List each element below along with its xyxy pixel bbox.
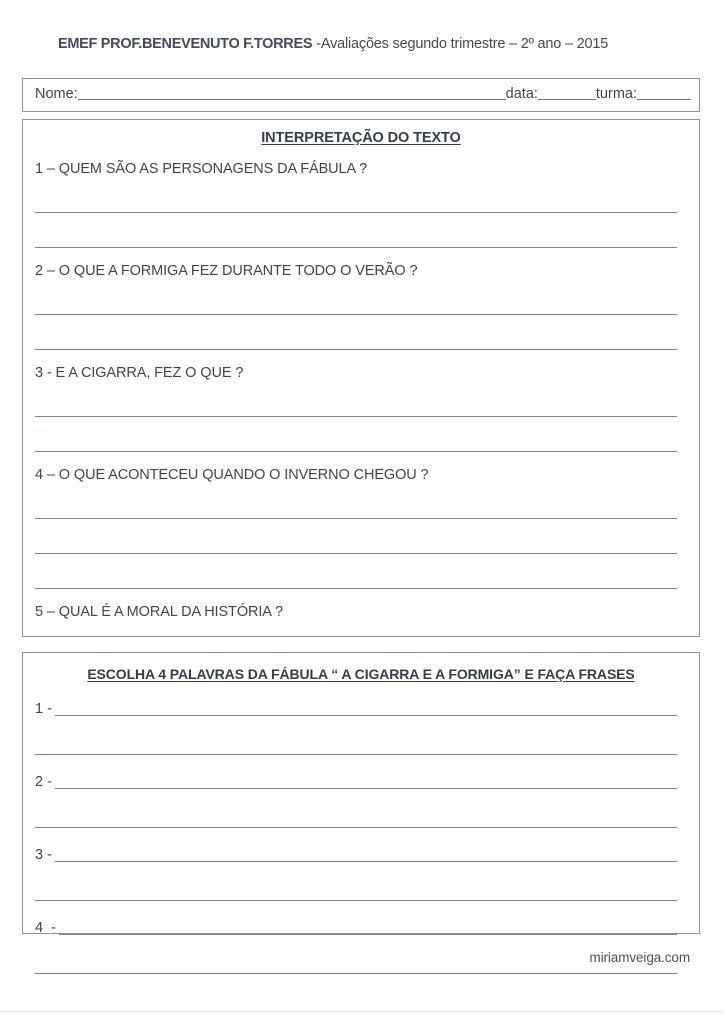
sentence-item [23, 769, 699, 828]
sentence-continuation-line[interactable] [35, 862, 677, 901]
question-text: 1 – QUEM SÃO AS PERSONAGENS DA FÁBULA ? [35, 161, 368, 177]
answer-line[interactable] [35, 519, 677, 554]
sentence-write-line[interactable] [55, 701, 677, 716]
sentence-first-row [23, 842, 699, 862]
answer-line[interactable] [35, 621, 677, 656]
turma-input[interactable] [637, 86, 691, 100]
answer-line[interactable] [35, 554, 677, 589]
question-block [23, 162, 699, 248]
question-block [23, 468, 699, 589]
sentence-continuation-line[interactable] [35, 935, 677, 974]
data-label: data: [505, 85, 538, 102]
nome-input[interactable] [78, 86, 506, 100]
question-text: 2 – O QUE A FORMIGA FEZ DURANTE TODO O VERÃO ? [35, 262, 418, 279]
sentence-write-line[interactable] [55, 774, 677, 789]
answer-line[interactable] [35, 417, 677, 452]
sentence-first-row [23, 915, 699, 935]
sentence-number: 2 - [35, 773, 52, 790]
answer-line[interactable] [35, 315, 677, 350]
sentence-continuation-line[interactable] [35, 716, 677, 755]
answer-line[interactable] [35, 280, 677, 315]
identity-row [35, 86, 691, 101]
sentence-item [23, 842, 699, 901]
answer-line[interactable] [35, 178, 677, 213]
document-header [58, 36, 608, 52]
sentence-number: 1 - [35, 700, 52, 717]
sentences-list [23, 696, 699, 974]
question-text: 4 – O QUE ACONTECEU QUANDO O INVERNO CHEGOU ? [35, 466, 429, 483]
interpretation-section [22, 119, 700, 637]
sentence-write-line[interactable] [59, 920, 677, 935]
school-name: EMEF PROF.BENEVENUTO F.TORRES [58, 36, 313, 52]
answer-line[interactable] [35, 484, 677, 519]
footer-credit: miriamveiga.com [589, 950, 690, 965]
sentence-write-line[interactable] [55, 847, 677, 862]
question-block [23, 264, 699, 350]
data-input[interactable] [538, 86, 596, 100]
questions-list [23, 162, 699, 691]
sentence-number: 4 - [35, 919, 56, 936]
question-text: 3 - E A CIGARRA, FEZ O QUE ? [35, 364, 244, 381]
question-text: 5 – QUAL É A MORAL DA HISTÓRIA ? [35, 603, 283, 620]
answer-line[interactable] [35, 382, 677, 417]
question-block [23, 366, 699, 452]
sentence-item [23, 696, 699, 755]
sentences-section [22, 652, 700, 934]
sentence-continuation-line[interactable] [35, 789, 677, 828]
scan-edge-artifact [0, 1011, 724, 1012]
interpretation-title: INTERPRETAÇÃO DO TEXTO [261, 130, 461, 146]
turma-label: turma: [595, 85, 637, 102]
nome-label: Nome: [35, 85, 78, 102]
sentences-title: ESCOLHA 4 PALAVRAS DA FÁBULA “ A CIGARRA E A FORMIGA” E FAÇA FRASES [87, 666, 635, 682]
sentence-number: 3 - [35, 846, 52, 863]
sentence-first-row [23, 696, 699, 716]
answer-line[interactable] [35, 213, 677, 248]
assessment-subtitle: -Avaliações segundo trimestre – 2º ano – 2015 [316, 36, 609, 52]
sentence-item [23, 915, 699, 974]
sentence-first-row [23, 769, 699, 789]
identity-box [22, 78, 700, 112]
